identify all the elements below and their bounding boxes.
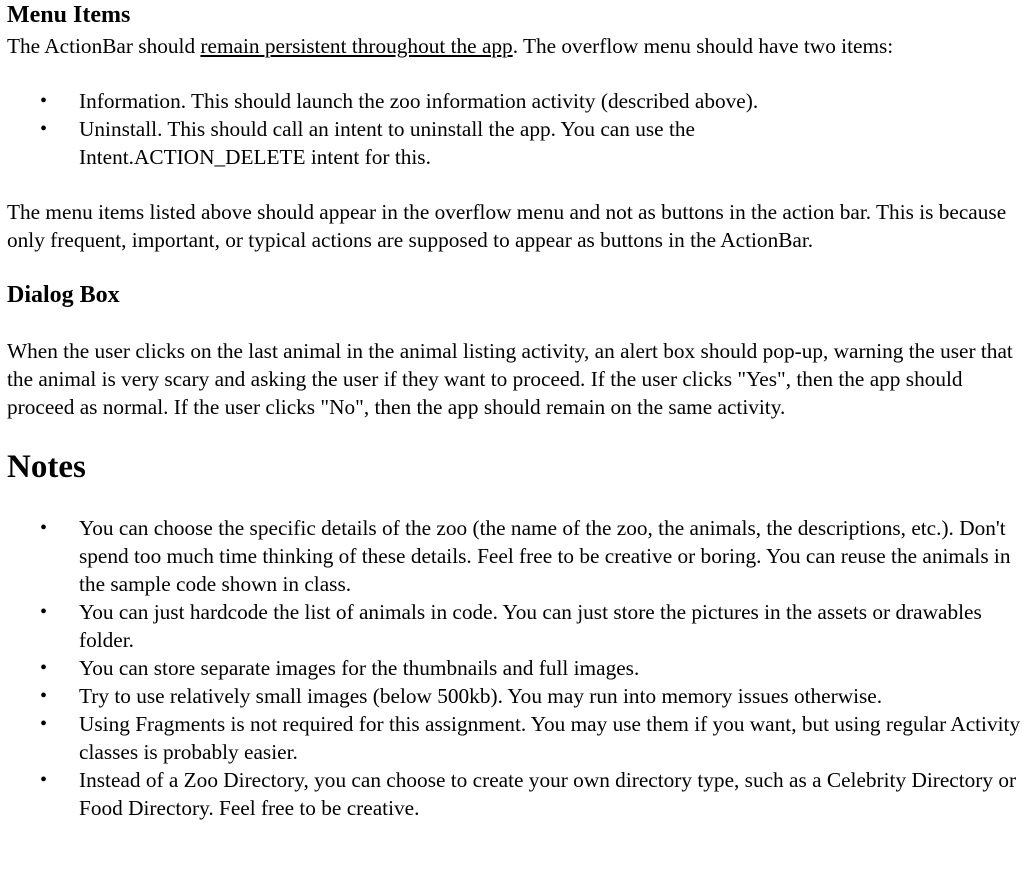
intro-text-after: . The overflow menu should have two items:: [512, 34, 894, 58]
list-item: • You can store separate images for the thumbnails and full images.: [7, 654, 1021, 682]
menu-items-paragraph: The menu items listed above should appear in the overflow menu and not as buttons in the action bar. This is because only frequent, important, or typical actions are supposed to appear as buttons in the ActionBar.: [7, 200, 1007, 252]
intro-underlined-text: remain persistent throughout the app: [200, 34, 513, 58]
intro-text-before: The ActionBar should: [7, 34, 201, 58]
list-item: • Information. This should launch the zoo information activity (described above).: [7, 87, 1021, 115]
dialog-box-heading: Dialog Box: [7, 282, 120, 308]
menu-items-heading: Menu Items: [7, 2, 131, 28]
list-item: • You can just hardcode the list of animals in code. You can just store the pictures in the assets or drawables folder.: [7, 598, 1021, 654]
list-item: • Using Fragments is not required for this assignment. You may use them if you want, but using regular Activity classes is probably easier.: [7, 710, 1021, 766]
list-item: • You can choose the specific details of the zoo (the name of the zoo, the animals, the descriptions, etc.). Don't spend too much time thinking of these details. Feel free to be creative or boring. You can reuse the animals in the sample code shown in class.: [7, 514, 1021, 598]
dialog-box-paragraph: When the user clicks on the last animal in the animal listing activity, an alert box should pop-up, warning the user that the animal is very scary and asking the user if they want to proceed. If the user clicks "Yes", then the app should proceed as normal. If the user clicks "No", then the app should remain on the same activity.: [7, 339, 1013, 419]
list-item: • Try to use relatively small images (below 500kb). You may run into memory issues otherwise.: [7, 682, 1021, 710]
list-item: • Instead of a Zoo Directory, you can choose to create your own directory type, such as a Celebrity Directory or Food Directory. Feel free to be creative.: [7, 766, 1021, 822]
list-item: • Uninstall. This should call an intent to uninstall the app. You can use the Intent.ACTION_DELETE intent for this.: [7, 115, 1021, 171]
document-page: [7, 0, 1021, 822]
notes-list: [7, 514, 1021, 822]
notes-heading: Notes: [7, 449, 86, 485]
menu-items-intro: [7, 32, 1021, 60]
menu-items-list: [7, 87, 1021, 171]
